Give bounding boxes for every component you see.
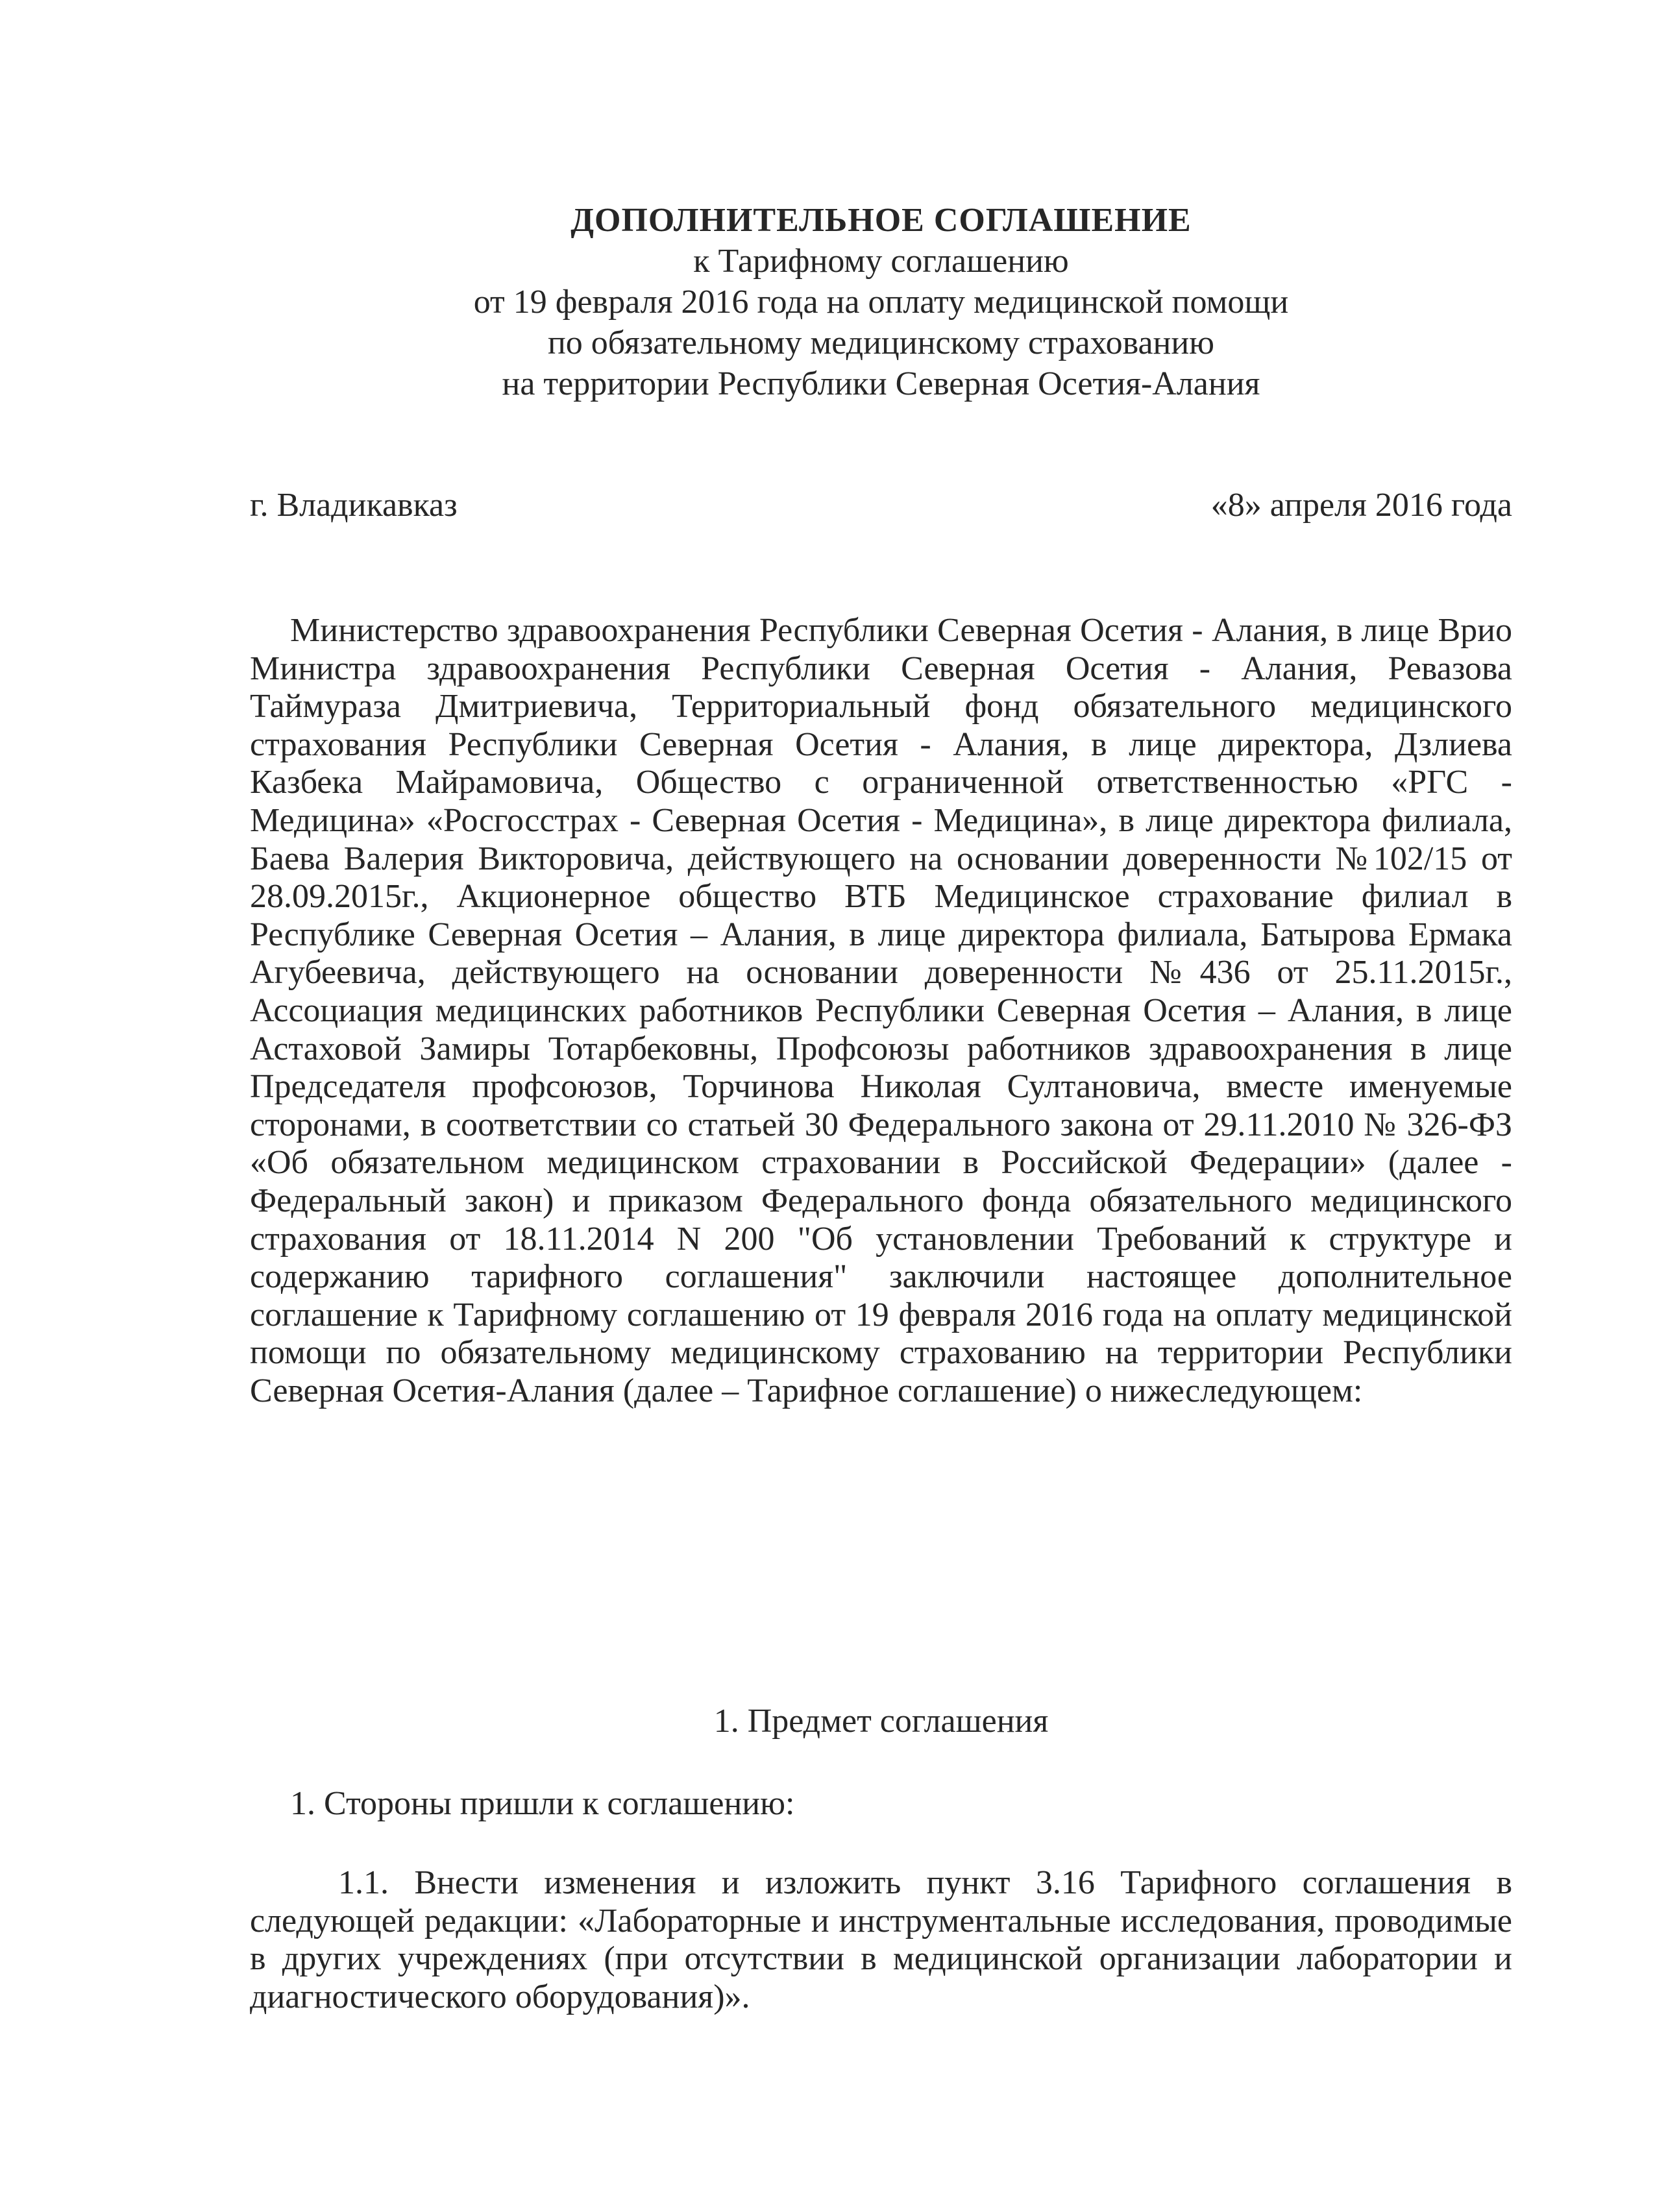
document-date: «8» апреля 2016 года	[1210, 487, 1512, 524]
subtitle-line: по обязательному медицинскому страхованию	[547, 324, 1215, 361]
clause-1: 1. Стороны пришли к соглашению:	[290, 1785, 795, 1822]
document-title: ДОПОЛНИТЕЛЬНОЕ СОГЛАШЕНИЕ	[570, 202, 1192, 239]
city-name: г. Владикавказ	[250, 487, 458, 524]
clause-1-1: 1.1. Внести изменения и изложить пункт 3.16 Тарифного соглашения в следующей редакции: «Лабораторные и инструментальные исследования, проводимые в других учреждениях (при отсутствии в медицинской организации лаборатории и диагностического оборудования)».	[250, 1864, 1512, 2015]
document-header	[250, 200, 1512, 404]
subtitle-line: на территории Республики Северная Осетия-Алания	[502, 365, 1260, 402]
section-heading: 1. Предмет соглашения	[713, 1703, 1049, 1740]
subtitle-line: от 19 февраля 2016 года на оплату медицинской помощи	[473, 284, 1289, 321]
preamble-paragraph: Министерство здравоохранения Республики Северная Осетия - Алания, в лице Врио Министра здравоохранения Республики Северная Осетия - Алания, Ревазова Таймураза Дмитриевича, Территориальный фонд обязательного медицинского страхования Республики Северная Осетия - Алания, в лице директора, Дзлиева Казбека Майрамовича, Общество с ограниченной ответственностью «РГС - Медицина» «Росгосстрах - Северная Осетия - Медицина», в лице директора филиала, Баева Валерия Викторовича, действующего на основании доверенности №102/15 от 28.09.2015г., Акционерное общество ВТБ Медицинское страхование филиал в Республике Северная Осетия – Алания, в лице директора филиала, Батырова Ермака Агубеевича, действующего на основании доверенности №436 от 25.11.2015г., Ассоциация медицинских работников Республики Северная Осетия – Алания, в лице Астаховой Замиры Тотарбековны, Профсоюзы работников здравоохранения в лице Председателя профсоюзов, Торчинова Николая Султановича, вместе именуемые сторонами, в соответствии со статьей 30 Федерального закона от 29.11.2010 № 326-ФЗ «Об обязательном медицинском страховании в Российской Федерации» (далее - Федеральный закон) и приказом Федерального фонда обязательного медицинского страхования от 18.11.2014 N 200 "Об установлении Требований к структуре и содержанию тарифного соглашения" заключили настоящее дополнительное соглашение к Тарифному соглашению от 19 февраля 2016 года на оплату медицинской помощи по обязательному медицинскому страхованию на территории Республики Северная Осетия-Алания (далее – Тарифное соглашение) о нижеследующем:	[250, 612, 1512, 1409]
subtitle-line: к Тарифному соглашению	[693, 243, 1069, 280]
